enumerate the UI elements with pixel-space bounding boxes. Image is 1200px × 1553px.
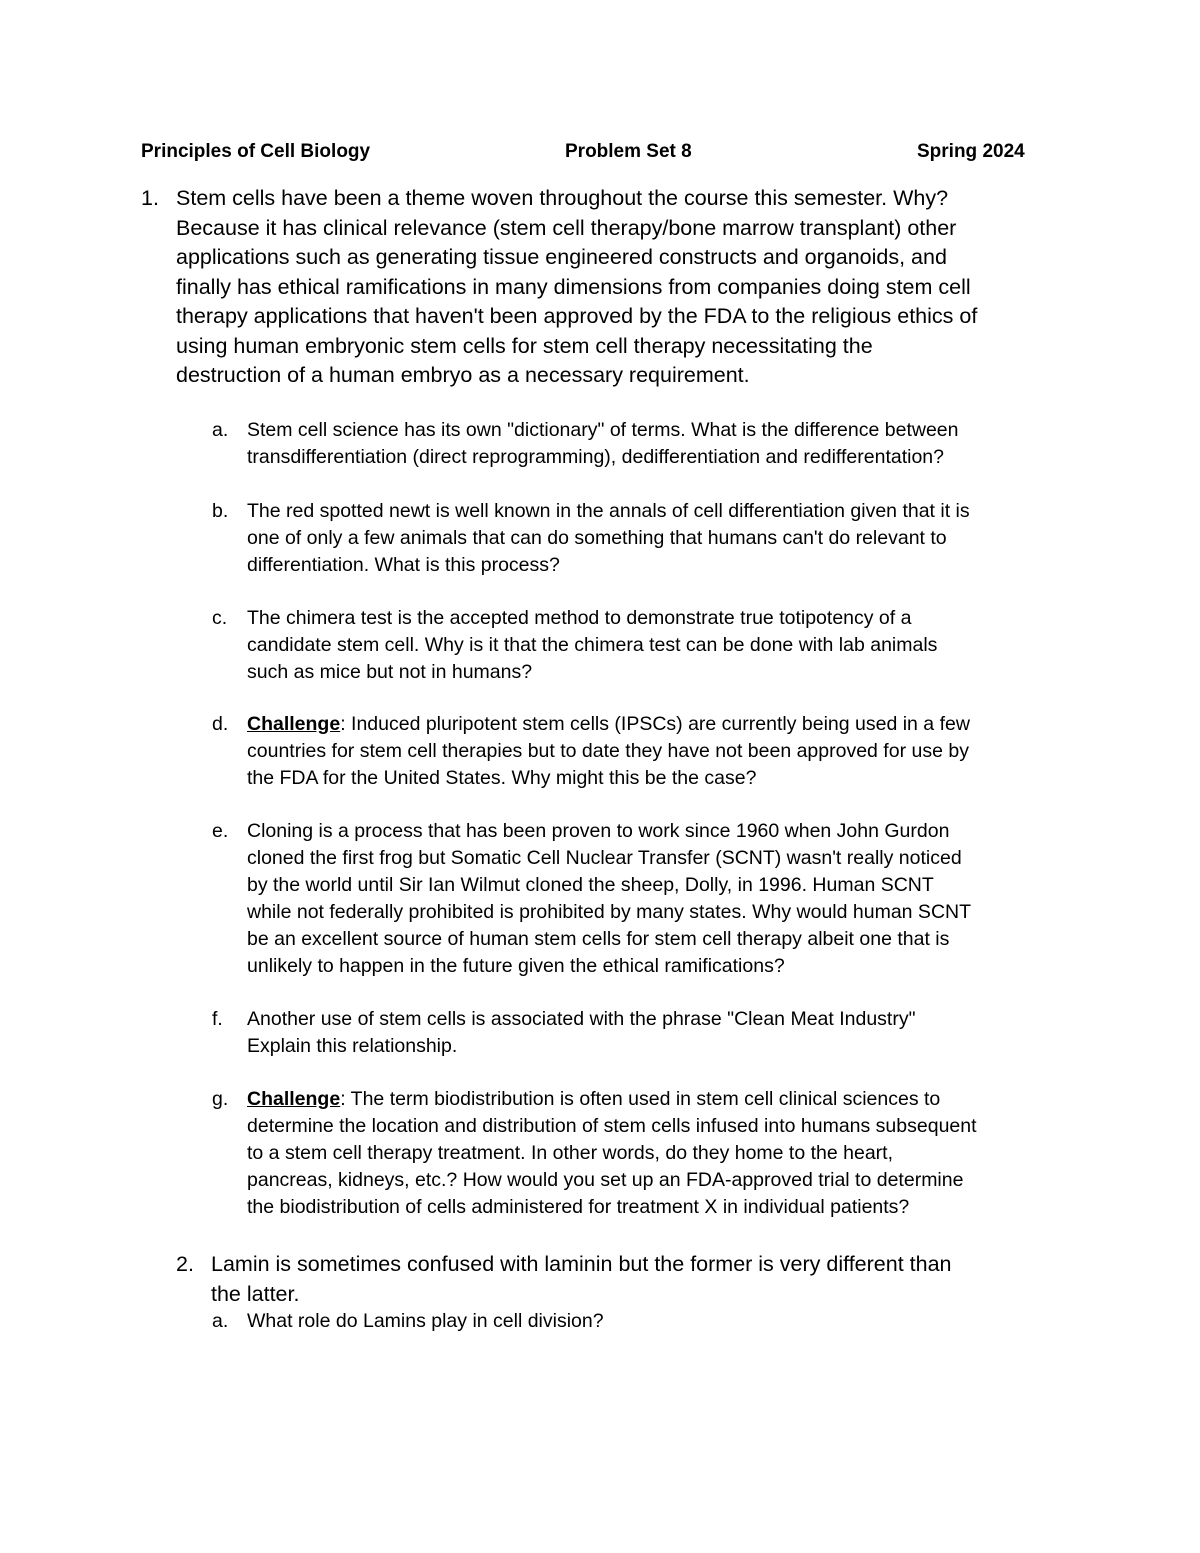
part-text [247,711,1072,792]
part-letter: a. [212,419,229,441]
part-text: The red spotted newt is well known in the annals of cell differentiation given that it is one of only a few animals that can do something that humans can't do relevant to differentiation. What is this process? [247,500,970,576]
question-1-part-f [212,1006,1072,1060]
question-number: 1. [141,186,159,210]
question-2 [176,1250,1076,1309]
challenge-label: Challenge [247,713,341,735]
challenge-label: Challenge [247,1088,341,1110]
question-1-part-a [212,417,1072,471]
part-letter: a. [212,1310,229,1332]
part-letter: d. [212,713,229,735]
term-label: Spring 2024 [917,141,1025,162]
question-2-part-a [212,1308,1072,1335]
part-letter: c. [212,607,228,629]
part-text [247,1086,1072,1221]
question-1 [141,184,1071,391]
question-1-part-b [212,498,1072,579]
part-letter: f. [212,1008,223,1030]
part-text: Stem cell science has its own "dictionary" of terms. What is the difference between transdifferentiation (direct reprogramming), dedifferentiation and redifferentation? [247,419,959,468]
part-text-body: : Induced pluripotent stem cells (IPSCs) are currently being used in a few countries for stem cell therapies but to date they have not been approved for use by the FDA for the United States. Why might this be the case? [247,713,970,789]
problem-set-title: Problem Set 8 [565,141,692,162]
part-text: Another use of stem cells is associated with the phrase "Clean Meat Industry" Explain this relationship. [247,1008,916,1057]
part-text-body: : The term biodistribution is often used in stem cell clinical sciences to determine the location and distribution of stem cells infused into humans subsequent to a stem cell therapy treatment. In other words, do they home to the heart, pancreas, kidneys, etc.? How would you set up an FDA-approved trial to determine the biodistribution of cells administered for treatment X in individual patients? [247,1088,977,1218]
part-text: What role do Lamins play in cell division? [247,1310,604,1332]
part-text: The chimera test is the accepted method to demonstrate true totipotency of a candidate stem cell. Why is it that the chimera test can be done with lab animals such as mice but not in humans? [247,607,938,683]
part-letter: e. [212,820,229,842]
part-letter: g. [212,1088,229,1110]
question-number: 2. [176,1252,194,1276]
part-text: Cloning is a process that has been proven to work since 1960 when John Gurdon cloned the first frog but Somatic Cell Nuclear Transfer (SCNT) wasn't really noticed by the world until Sir Ian Wilmut cloned the sheep, Dolly, in 1996. Human SCNT while not federally prohibited is prohibited by many states. Why would human SCNT be an excellent source of human stem cells for stem cell therapy albeit one that is unlikely to happen in the future given the ethical ramifications? [247,820,972,977]
part-letter: b. [212,500,229,522]
document-header [141,141,1041,169]
question-1-part-g [212,1086,1072,1221]
question-1-part-e [212,818,1072,980]
course-title: Principles of Cell Biology [141,141,371,162]
question-text: Lamin is sometimes confused with laminin but the former is very different than the latter. [211,1252,952,1306]
question-text: Stem cells have been a theme woven throughout the course this semester. Why? Because it has clinical relevance (stem cell therapy/bone marrow transplant) other applications such as generating tissue engineered constructs and organoids, and finally has ethical ramifications in many dimensions from companies doing stem cell therapy applications that haven't been approved by the FDA to the religious ethics of using human embryonic stem cells for stem cell therapy necessitating the destruction of a human embryo as a necessary requirement. [176,186,978,387]
question-1-part-c [212,605,1072,686]
question-1-part-d [212,711,1072,792]
